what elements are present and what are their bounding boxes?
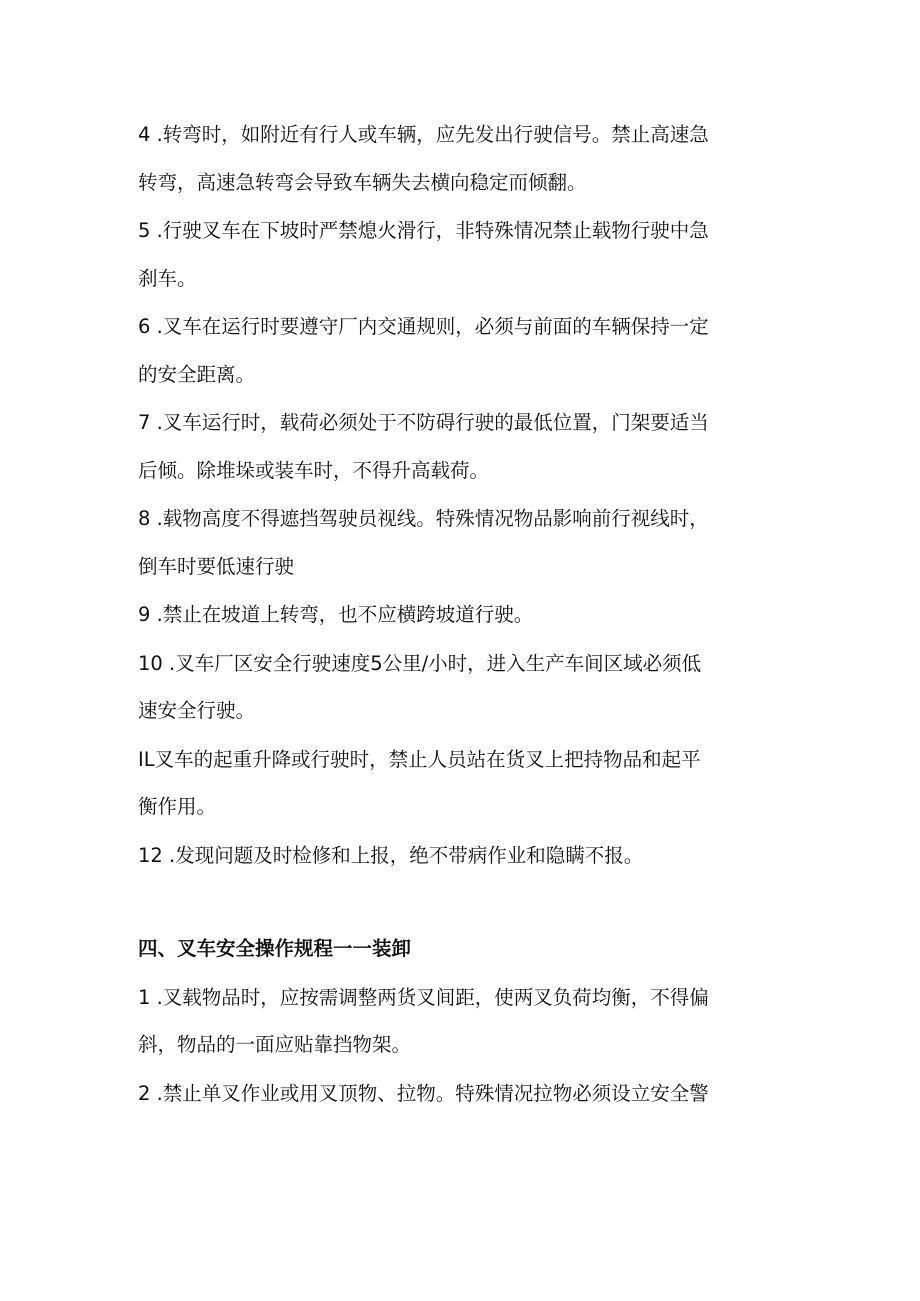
rule-line: 转弯，高速急转弯会导致车辆失去横向稳定而倾翻。 xyxy=(138,170,587,194)
rule-item xyxy=(138,495,788,590)
rules-list-loading xyxy=(138,974,788,1118)
rule-line: 10 .叉车厂区安全行驶速度5公里/小时，进入生产车间区域必须低 xyxy=(138,651,702,675)
rule-line: 2 .禁止单叉作业或用叉顶物、拉物。特殊情况拉物必须设立安全警 xyxy=(138,1081,709,1105)
rule-item xyxy=(138,832,788,880)
rule-item xyxy=(138,736,788,831)
rule-line: 9 .禁止在坡道上转弯，也不应横跨坡道行驶。 xyxy=(138,603,534,626)
rule-line: 5 .行驶叉车在下坡时严禁熄火滑行，非特殊情况禁止载物行驶中急 xyxy=(138,219,709,242)
rules-list-part1 xyxy=(138,111,788,879)
rule-line: 1 .叉载物品时，应按需调整两货叉间距，使两叉负荷均衡，不得偏 xyxy=(138,985,709,1009)
rule-item xyxy=(138,591,788,639)
rule-item xyxy=(138,974,788,1069)
rule-item xyxy=(138,303,788,398)
rule-item xyxy=(138,111,788,206)
rule-item xyxy=(138,207,788,302)
rule-line: IL叉车的起重升降或行驶时，禁止人员站在货叉上把持物品和起平 xyxy=(138,747,701,771)
rule-line: 刹车。 xyxy=(138,266,197,290)
section-spacer xyxy=(138,880,788,925)
rule-line: 衡作用。 xyxy=(138,795,217,818)
rule-line: 速安全行驶。 xyxy=(138,699,256,722)
rule-line: 的安全距离。 xyxy=(138,362,256,386)
section-heading: 四、叉车安全操作规程一一装卸 xyxy=(138,937,412,960)
rule-line: 6 .叉车在运行时要遵守厂内交通规则，必须与前面的车辆保持一定 xyxy=(138,315,709,338)
rule-item xyxy=(138,640,788,735)
rule-line: 斜，物品的一面应贴靠挡物架。 xyxy=(138,1033,412,1056)
rule-line: 后倾。除堆垛或装车时，不得升高载荷。 xyxy=(138,458,490,482)
rule-line: 7 .叉车运行时，载荷必须处于不防碍行驶的最低位置，门架要适当 xyxy=(138,411,709,434)
rule-item xyxy=(138,399,788,494)
rule-line: 4 .转弯时，如附近有行人或车辆，应先发出行驶信号。禁止高速急 xyxy=(138,123,709,146)
document-page xyxy=(138,111,788,1118)
rule-item xyxy=(138,1070,788,1118)
rule-line: 12 .发现问题及时检修和上报，绝不带病作业和隐瞒不报。 xyxy=(138,843,644,867)
rule-line: 8 .载物高度不得遮挡驾驶员视线。特殊情况物品影响前行视线时， xyxy=(138,507,709,530)
rule-line: 倒车时要低速行驶 xyxy=(138,554,295,578)
